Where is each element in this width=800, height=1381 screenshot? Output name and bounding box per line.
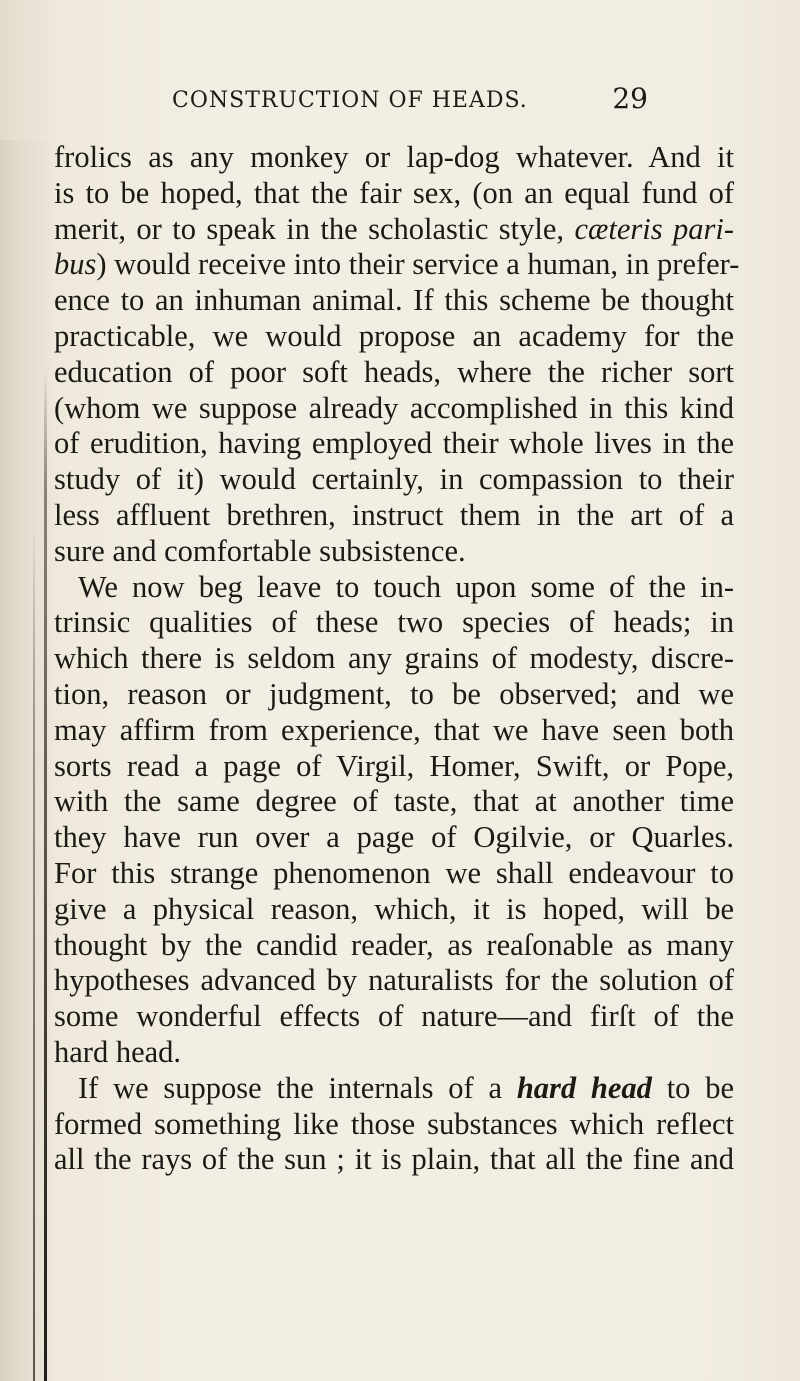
text-run: practicable, we would propose an academy for the [54,318,734,353]
bold-italic-text: hard head [516,1070,652,1105]
text-run: some wonderful effects of nature—and firſt of the [54,999,734,1034]
text-line [54,534,734,570]
running-head [172,82,648,122]
text-run: hard head. [54,1034,182,1069]
text-run: sorts read a page of Virgil, Homer, Swift, or Pope, [54,748,734,783]
text-run: which there is seldom any grains of modesty, discre- [54,641,734,676]
text-run: they have run over a page of Ogilvie, or Quarles. [54,820,734,855]
text-line [54,1071,734,1107]
text-line [54,355,734,391]
text-line [54,999,734,1035]
text-line [54,391,734,427]
text-line [54,140,734,176]
text-run: may affirm from experience, that we have seen both [54,712,734,747]
text-run: hypotheses advanced by naturalists for the solution of [54,963,734,998]
italic-text: cæteris pari- [574,211,734,246]
text-run: We now beg leave to touch upon some of the in- [78,569,734,604]
text-line [54,856,734,892]
text-line [54,963,734,999]
text-line [54,570,734,606]
text-line [54,1035,734,1071]
text-line [54,784,734,820]
text-line [54,498,734,534]
text-line [54,749,734,785]
text-line [54,319,734,355]
emphasis [517,1071,652,1105]
binding-edge-line-inner [33,520,35,1381]
text-line [54,212,734,248]
text-run: ) would receive into their service a human, in prefer- [96,247,740,282]
text-line [54,426,734,462]
text-run: formed something like those substances which reflect [54,1106,734,1141]
body-text [54,140,740,1178]
text-line [54,928,734,964]
text-run: ence to an inhuman animal. If this scheme be thought [54,283,734,318]
text-run: trinsic qualities of these two species of heads; in [54,605,734,640]
text-line [54,176,734,212]
text-run: all the rays of the sun ; it is plain, that all the fine and [54,1142,734,1177]
text-run: education of poor soft heads, where the richer sort [54,354,734,389]
text-line [54,820,734,856]
italic-text: bus [54,247,97,282]
text-run: For this strange phenomenon we shall endeavour to [54,855,734,890]
text-line [54,247,740,283]
text-run: (whom we suppose already accomplished in this kind [54,390,734,425]
text-line [54,641,734,677]
text-line [54,1107,734,1143]
text-run: give a physical reason, which, it is hoped, will be [54,891,734,926]
text-line [54,713,734,749]
text-run: of erudition, having employed their whole lives in the [54,426,734,461]
binding-edge-line [44,370,47,1381]
page-number: 29 [612,82,648,115]
text-line [54,283,734,319]
text-run: to be [651,1070,734,1105]
text-line [54,462,734,498]
text-run: is to be hoped, that the fair sex, (on an equal fund of [54,175,734,210]
text-line [54,1142,734,1178]
text-run: sure and comfortable subsistence. [54,533,466,568]
running-title: CONSTRUCTION OF HEADS. [172,88,528,113]
text-line [54,605,734,641]
text-run: less affluent brethren, instruct them in the art of a [54,497,734,532]
text-line [54,677,734,713]
text-run: tion, reason or judgment, to be observed; and we [54,676,734,711]
text-run: thought by the candid reader, as reaſonable as many [54,927,734,962]
text-run: If we suppose the internals of a [78,1070,517,1105]
text-run: with the same degree of taste, that at another time [54,784,734,819]
text-run: frolics as any monkey or lap-dog whatever. And it [54,140,734,174]
text-run: merit, or to speak in the scholastic style, [54,211,575,246]
text-line [54,892,734,928]
text-run: study of it) would certainly, in compassion to their [54,462,734,497]
